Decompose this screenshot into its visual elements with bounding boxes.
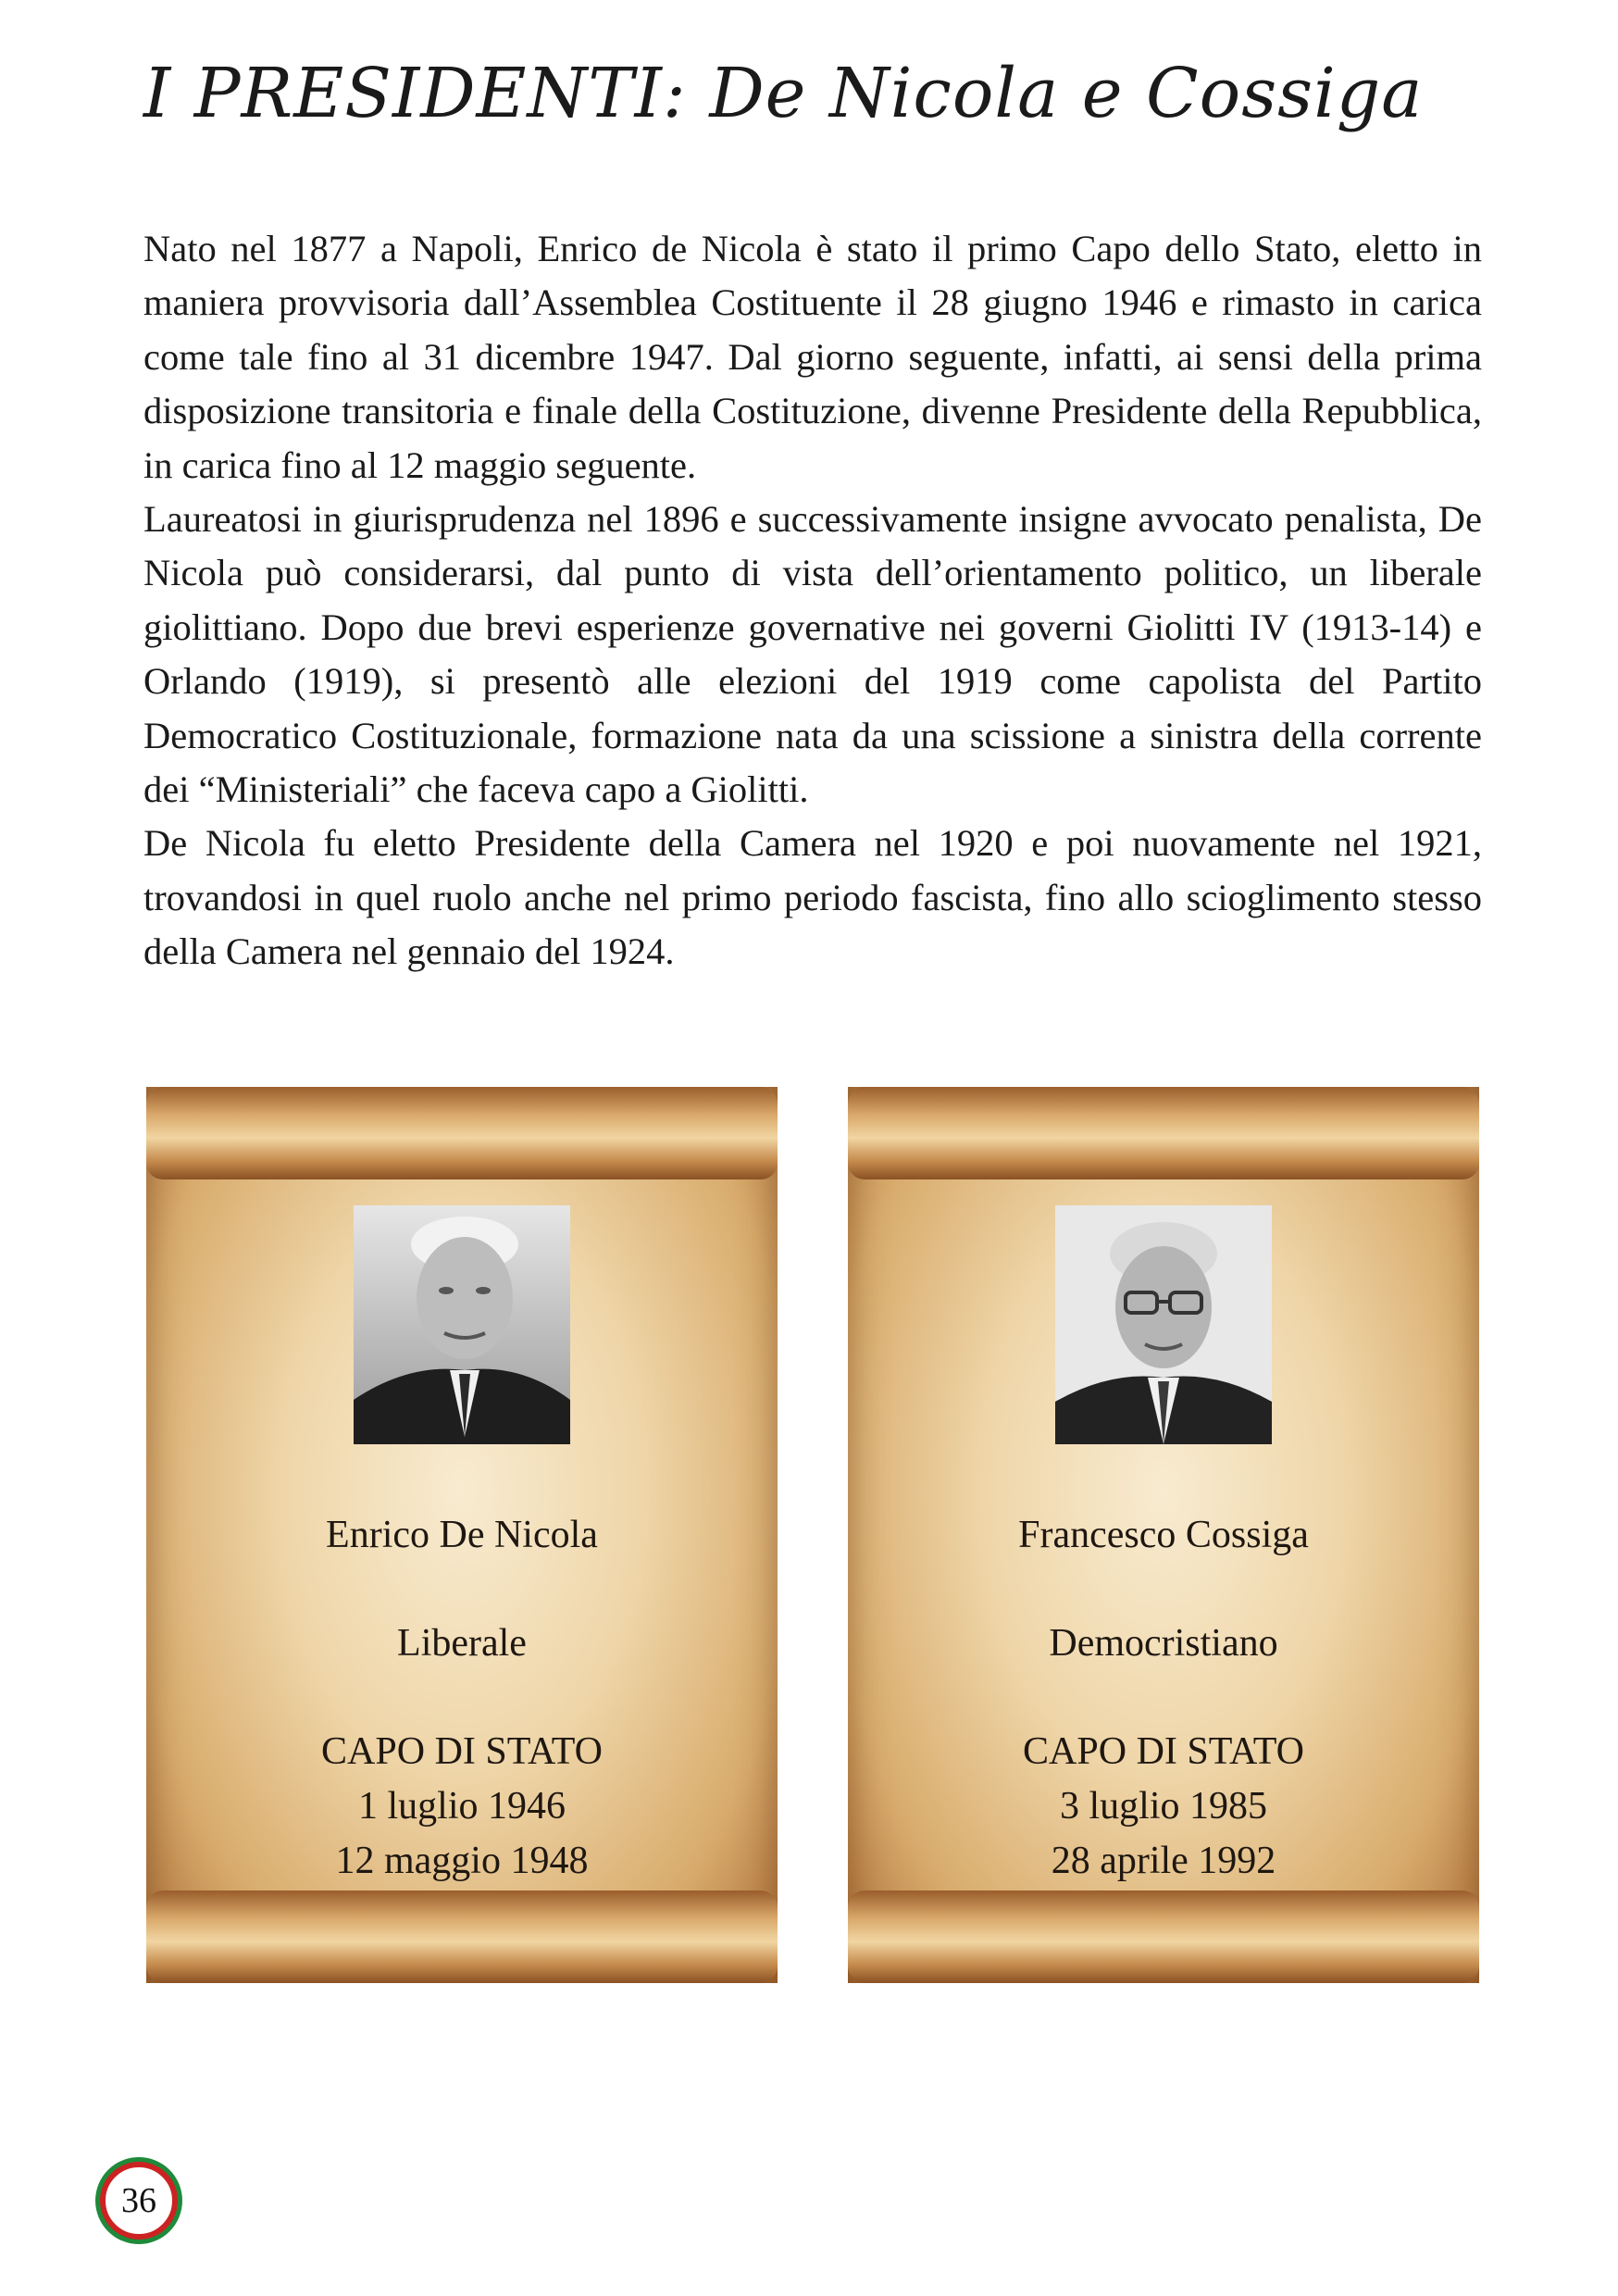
card-role: CAPO DI STATO <box>321 1730 603 1773</box>
card-start-date: 3 luglio 1985 <box>1059 1785 1267 1828</box>
card-name: Francesco Cossiga <box>1018 1514 1309 1556</box>
scroll-roll-bottom <box>848 1890 1479 1983</box>
card-role: CAPO DI STATO <box>1023 1730 1304 1773</box>
card-end-date: 28 aprile 1992 <box>1051 1840 1276 1882</box>
page-title: I PRESIDENTI: De Nicola e Cossiga <box>143 54 1424 133</box>
scroll-roll-bottom <box>146 1890 778 1983</box>
portrait-cossiga <box>1055 1205 1272 1444</box>
president-card-de-nicola <box>146 1087 778 1983</box>
card-party: Democristiano <box>1049 1622 1278 1665</box>
page-number-badge: 36 <box>100 2162 178 2240</box>
paragraph: De Nicola fu eletto Presidente della Camera nel 1920 e poi nuovamente nel 1921, trovandosi in quel ruolo anche nel primo periodo fascista, fino allo scioglimento stesso della Camera nel gennaio del 1924. <box>143 822 1482 973</box>
scroll-roll-top <box>146 1087 778 1179</box>
scroll-roll-top <box>848 1087 1479 1179</box>
president-card-cossiga <box>848 1087 1479 1983</box>
paragraph: Laureatosi in giurisprudenza nel 1896 e successivamente insigne avvocato penalista, De Nicola può considerarsi, dal punto di vista dell’orientamento politico, un liberale giolittiano. Dopo due brevi esperienze governative nei governi Giolitti IV (1913-14) e Orlando (1919), si presentò alle elezioni del 1919 come capolista del Partito Democratico Costituzionale, formazione nata da una scissione a sinistra della corrente dei “Ministeriali” che faceva capo a Giolitti. <box>143 498 1482 811</box>
paragraph: Nato nel 1877 a Napoli, Enrico de Nicola è stato il primo Capo dello Stato, eletto in maniera provvisoria dall’Assemblea Costituente il 28 giugno 1946 e rimasto in carica come tale fino al 31 dicembre 1947. Dal giorno seguente, infatti, ai sensi della prima disposizione transitoria e finale della Costituzione, divenne Presidente della Repubblica, in carica fino al 12 maggio seguente. <box>143 228 1482 486</box>
portrait-man-glasses-icon <box>1055 1205 1272 1444</box>
card-party: Liberale <box>397 1622 527 1665</box>
card-start-date: 1 luglio 1946 <box>357 1785 566 1828</box>
card-name: Enrico De Nicola <box>326 1514 598 1556</box>
portrait-de-nicola <box>354 1205 570 1444</box>
card-end-date: 12 maggio 1948 <box>335 1840 589 1882</box>
portrait-elderly-man-icon <box>354 1205 570 1444</box>
body-text <box>143 222 1482 980</box>
